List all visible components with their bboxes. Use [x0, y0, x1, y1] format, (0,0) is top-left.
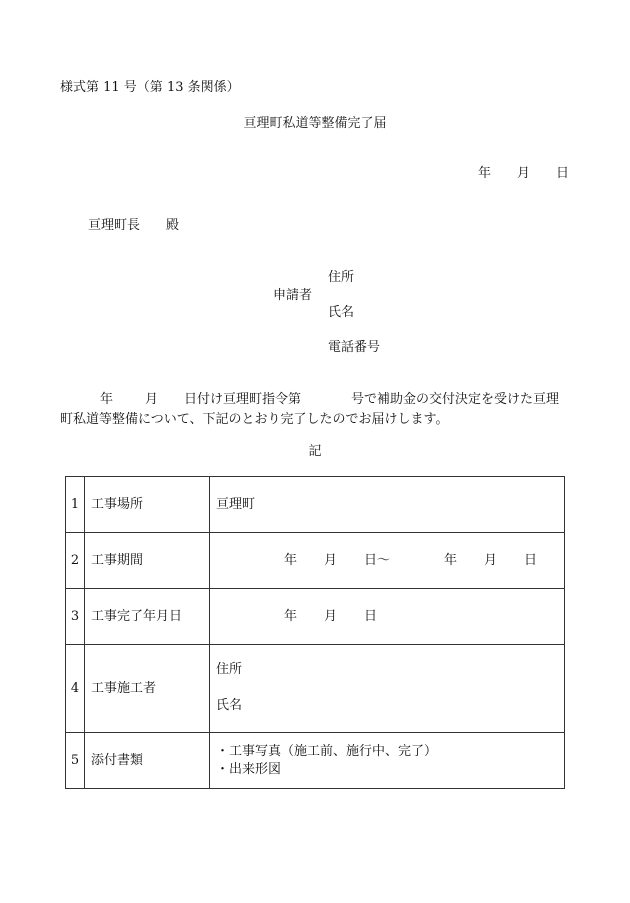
- addressee-name: 亘理町長: [88, 218, 141, 233]
- body-rest-line1: 号で補助金の交付決定を受けた亘理: [351, 392, 560, 407]
- completion-year: 年: [284, 608, 298, 624]
- table-row: [66, 589, 565, 645]
- construction-location-value: 亘理町: [210, 477, 565, 533]
- attachment-item: ・工事写真（施工前、施行中、完了）: [216, 743, 438, 759]
- period-start-month: 月: [324, 552, 338, 568]
- body-paragraph: [60, 390, 572, 430]
- table-row: [66, 645, 565, 733]
- table-row: [66, 733, 565, 789]
- attachment-item: ・出来形図: [216, 761, 282, 777]
- applicant-label: 申請者: [273, 288, 313, 303]
- row-number: 4: [66, 645, 85, 733]
- details-table: [65, 476, 565, 789]
- row-number: 2: [66, 533, 85, 589]
- body-year: 年: [100, 392, 114, 407]
- row-label: 添付書類: [85, 733, 210, 789]
- row-label: 工事施工者: [85, 645, 210, 733]
- applicant-phone-label: 電話番号: [328, 340, 381, 355]
- contractor-address-label: 住所: [216, 662, 243, 677]
- row-number: 3: [66, 589, 85, 645]
- row-label: 工事期間: [85, 533, 210, 589]
- row-number: 1: [66, 477, 85, 533]
- addressee: [88, 218, 179, 234]
- date-day: 日: [556, 166, 570, 181]
- row-number: 5: [66, 733, 85, 789]
- period-start-day: 日～: [364, 552, 391, 568]
- applicant-address-label: 住所: [328, 270, 355, 285]
- submission-date: [478, 166, 569, 182]
- body-month: 月: [145, 392, 159, 407]
- contractor-value: [210, 645, 565, 733]
- table-row: [66, 533, 565, 589]
- form-number: 様式第 11 号（第 13 条関係）: [60, 80, 240, 95]
- period-end-year: 年: [444, 552, 458, 568]
- ki-heading: 記: [308, 444, 322, 459]
- addressee-honorific: 殿: [166, 218, 180, 233]
- attachments-value: [210, 733, 565, 789]
- body-day-part: 日付け亘理町指令第: [184, 392, 302, 407]
- contractor-name-label: 氏名: [216, 698, 243, 713]
- completion-date-value: [210, 589, 565, 645]
- applicant-name-label: 氏名: [328, 305, 355, 320]
- row-label: 工事場所: [85, 477, 210, 533]
- date-year: 年: [478, 166, 492, 181]
- body-line-1: [60, 390, 572, 410]
- completion-day: 日: [364, 608, 378, 624]
- document-title: 亘理町私道等整備完了届: [243, 116, 387, 131]
- body-line-2: 町私道等整備について、下記のとおり完了したのでお届けします。: [60, 412, 449, 427]
- row-label: 工事完了年月日: [85, 589, 210, 645]
- table-row: [66, 477, 565, 533]
- period-start-year: 年: [284, 552, 298, 568]
- period-end-day: 日: [524, 552, 538, 568]
- construction-period-value: [210, 533, 565, 589]
- date-month: 月: [517, 166, 531, 181]
- period-end-month: 月: [484, 552, 498, 568]
- completion-month: 月: [324, 608, 338, 624]
